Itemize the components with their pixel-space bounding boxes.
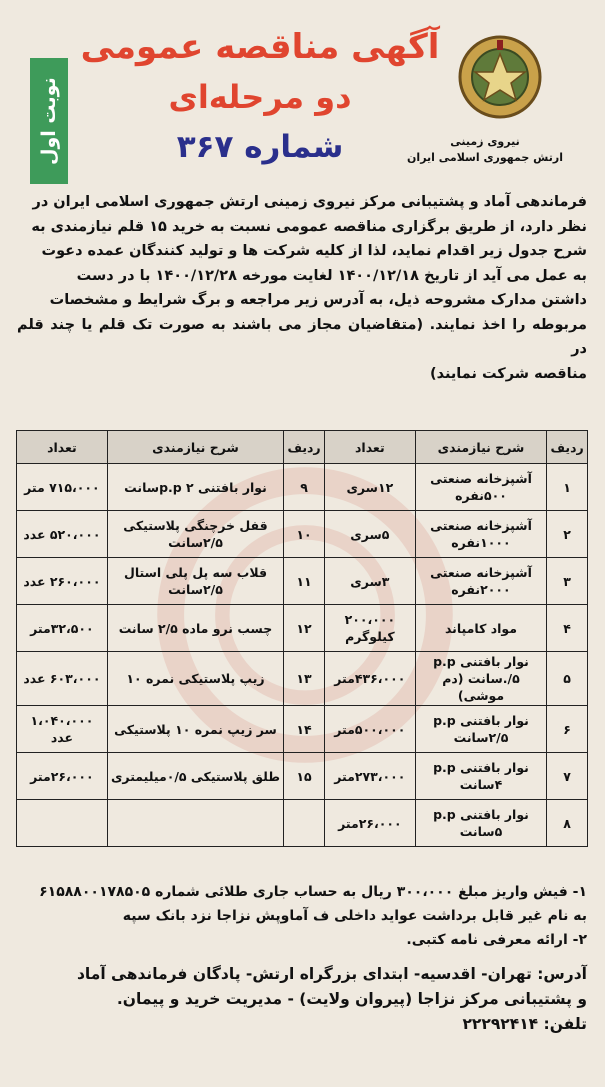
note-payment-line2: به نام غیر قابل برداشت عواید داخلی ف آماوپش نزاجا نزد بانک سپه	[122, 908, 587, 924]
army-emblem-icon	[455, 32, 545, 122]
table-row	[17, 706, 588, 753]
item-description: نوار بافتنی p.p ۲/۵سانت	[415, 706, 546, 753]
col-header-description: شرح نیازمندی	[415, 431, 546, 464]
row-number: ۲	[547, 511, 588, 558]
col-header-row-number: ردیف	[284, 431, 325, 464]
item-description: نوار بافتنی p.p ۴سانت	[415, 753, 546, 800]
address-line2: و پشتیبانی مرکز نزاجا (پیروان ولایت) - مدیریت خرید و پیمان.	[116, 990, 587, 1008]
row-number: ۱۴	[284, 706, 325, 753]
address-line1: آدرس: تهران- اقدسیه- ابتدای بزرگراه ارتش- پادگان فرماندهی آماد	[76, 965, 587, 983]
table-row	[17, 558, 588, 605]
item-quantity: ۷۱۵،۰۰۰ متر	[17, 464, 108, 511]
item-quantity: ۳سری	[324, 558, 415, 605]
row-number	[284, 800, 325, 847]
item-description: قلاب سه پل پلی استال ۲/۵سانت	[107, 558, 283, 605]
row-number: ۱۳	[284, 652, 325, 706]
org-name-line1: نیروی زمینی	[450, 135, 520, 148]
item-quantity: ۵۰۰،۰۰۰متر	[324, 706, 415, 753]
item-quantity: ۱،۰۴۰،۰۰۰ عدد	[17, 706, 108, 753]
row-number: ۹	[284, 464, 325, 511]
row-number: ۴	[547, 605, 588, 652]
row-number: ۱۱	[284, 558, 325, 605]
intro-line: شرح جدول زیر اقدام نماید، لذا از کلیه شرکت ها و تولید کنندگان عمده دعوت	[41, 243, 587, 259]
row-number: ۱۵	[284, 753, 325, 800]
item-quantity: ۲۶،۰۰۰متر	[324, 800, 415, 847]
item-description: قفل خرچنگی پلاستیکی ۲/۵سانت	[107, 511, 283, 558]
row-number: ۵	[547, 652, 588, 706]
col-header-quantity: تعداد	[17, 431, 108, 464]
item-description: سر زیپ نمره ۱۰ پلاستیکی	[107, 706, 283, 753]
ad-title: آگهی مناقصه عمومی	[80, 27, 440, 67]
phone-number: تلفن: ۲۲۲۹۲۴۱۴	[462, 1015, 587, 1033]
note-payment-line1: ۱- فیش واریز مبلغ ۳۰۰،۰۰۰ ریال به حساب جاری طلائی شماره ۶۱۵۸۸۰۰۱۷۸۵۰۵	[39, 884, 587, 900]
item-quantity: ۲۶،۰۰۰متر	[17, 753, 108, 800]
item-description	[107, 800, 283, 847]
item-description: نوار بافتنی p.p ۲سانت	[107, 464, 283, 511]
item-quantity: ۲۰۰،۰۰۰ کیلوگرم	[324, 605, 415, 652]
ad-title-block	[80, 22, 440, 172]
org-name-line2: ارتش جمهوری اسلامی ایران	[407, 151, 563, 164]
intro-line: مربوطه را اخذ نمایند. (متقاضیان مجاز می باشند به صورت تک قلم یا چند قلم در	[17, 316, 587, 357]
table-row	[17, 753, 588, 800]
item-quantity: ۱۲سری	[324, 464, 415, 511]
row-number: ۸	[547, 800, 588, 847]
org-name	[405, 134, 565, 166]
ad-subtitle: دو مرحله‌ای	[168, 78, 352, 116]
requirements-table	[16, 430, 588, 847]
requirements-notes	[17, 880, 587, 952]
row-number: ۳	[547, 558, 588, 605]
item-quantity: ۴۳۶،۰۰۰متر	[324, 652, 415, 706]
ad-header	[0, 22, 605, 182]
item-description: طلق پلاستیکی ۰/۵میلیمتری	[107, 753, 283, 800]
item-description: آشپزخانه صنعتی ۲۰۰۰نفره	[415, 558, 546, 605]
intro-line: داشتن مدارک مشروحه ذیل، به آدرس زیر مراجعه و برگ شرایط و مشخصات	[49, 292, 587, 308]
item-description: آشپزخانه صنعتی ۵۰۰نفره	[415, 464, 546, 511]
item-description: نوار بافتنی p.p ۵سانت	[415, 800, 546, 847]
intro-line: فرماندهی آماد و پشتیبانی مرکز نیروی زمینی ارتش جمهوری اسلامی ایران در	[32, 194, 587, 210]
item-description: چسب نرو ماده ۲/۵ سانت	[107, 605, 283, 652]
item-quantity: ۲۶۰،۰۰۰ عدد	[17, 558, 108, 605]
table-header-row	[17, 431, 588, 464]
row-number: ۱۲	[284, 605, 325, 652]
item-quantity: ۵سری	[324, 511, 415, 558]
intro-line: مناقصه شرکت نمایند)	[429, 365, 587, 382]
item-quantity: ۵۲۰،۰۰۰ عدد	[17, 511, 108, 558]
ad-number: شماره ۳۶۷	[176, 129, 344, 165]
contact-address	[17, 962, 587, 1037]
item-description: زیپ پلاستیکی نمره ۱۰	[107, 652, 283, 706]
first-round-badge: نوبت اول	[30, 58, 68, 184]
item-quantity: ۳۲،۵۰۰متر	[17, 605, 108, 652]
row-number: ۷	[547, 753, 588, 800]
row-number: ۶	[547, 706, 588, 753]
table-row	[17, 511, 588, 558]
item-description: نوار بافتنی p.p ۵/.سانت (دم موشی)	[415, 652, 546, 706]
row-number: ۱	[547, 464, 588, 511]
table-row	[17, 652, 588, 706]
item-description: مواد کامپاند	[415, 605, 546, 652]
item-quantity: ۲۷۳،۰۰۰متر	[324, 753, 415, 800]
table-row	[17, 464, 588, 511]
col-header-description: شرح نیازمندی	[107, 431, 283, 464]
note-introduction-letter: ۲- ارائه معرفی نامه کتبی.	[406, 932, 587, 948]
item-quantity	[17, 800, 108, 847]
col-header-quantity: تعداد	[324, 431, 415, 464]
intro-line: نظر دارد، از طریق برگزاری مناقصه عمومی نسبت به خرید ۱۵ قلم نیازمندی به	[31, 218, 587, 235]
table-row	[17, 800, 588, 847]
table-row	[17, 605, 588, 652]
col-header-row-number: ردیف	[547, 431, 588, 464]
item-description: آشپزخانه صنعتی ۱۰۰۰نفره	[415, 511, 546, 558]
item-quantity: ۶۰۳،۰۰۰ عدد	[17, 652, 108, 706]
intro-line: به عمل می آید از تاریخ ۱۴۰۰/۱۲/۱۸ لغایت مورخه ۱۴۰۰/۱۲/۲۸ با در دست	[76, 267, 587, 284]
row-number: ۱۰	[284, 511, 325, 558]
intro-paragraph	[17, 190, 587, 386]
